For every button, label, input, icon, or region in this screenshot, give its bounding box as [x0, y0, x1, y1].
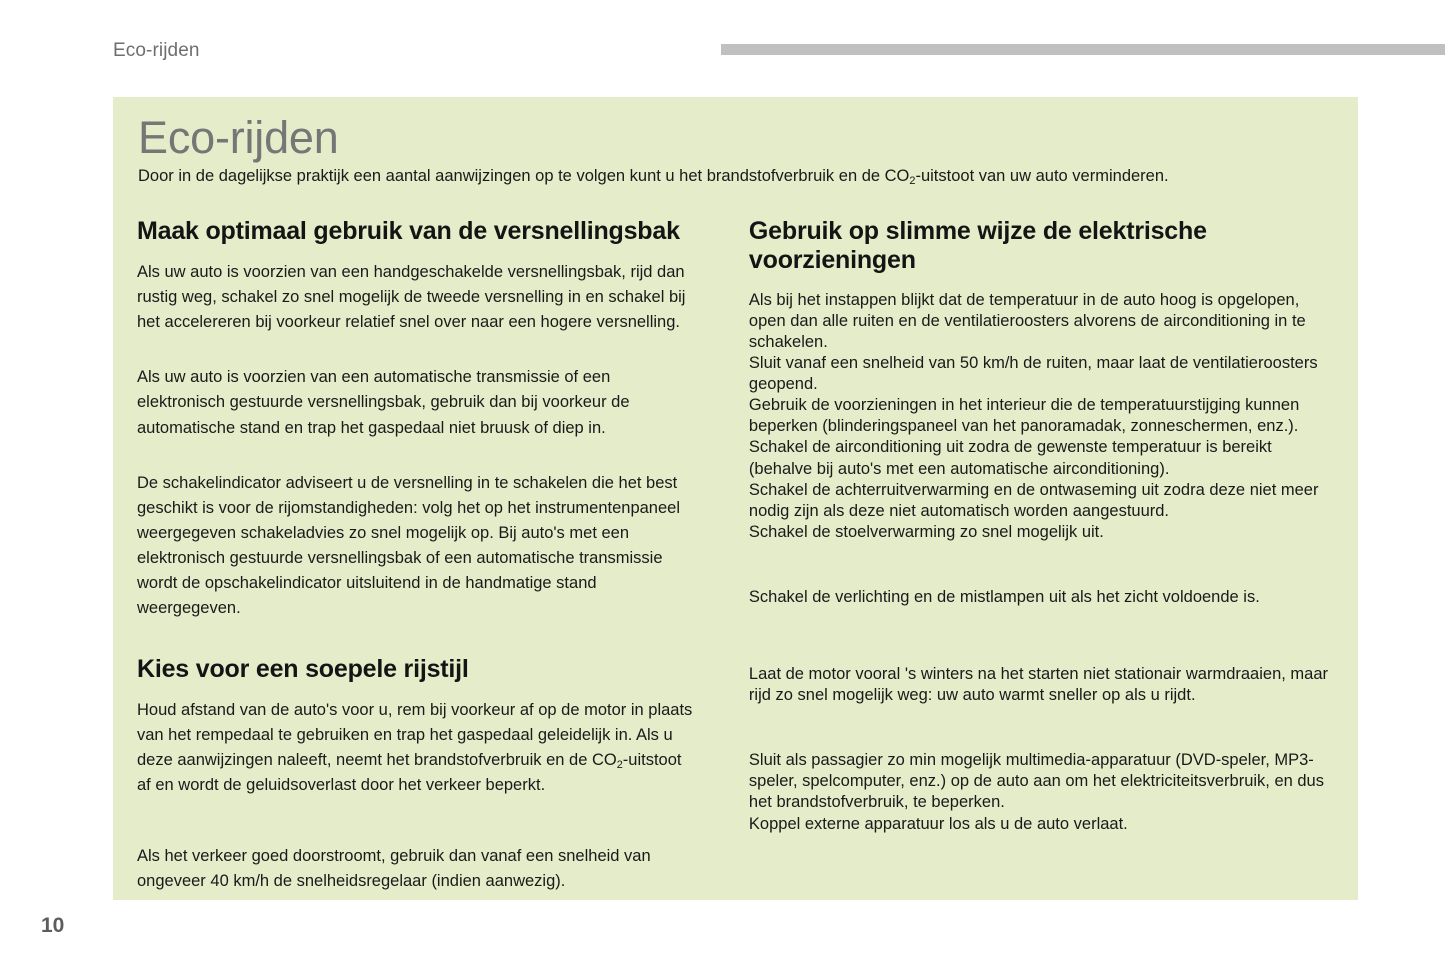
content-panel — [113, 97, 1358, 900]
page-header — [0, 0, 1445, 97]
right-paragraph-seat-heating: Schakel de stoelverwarming zo snel mogelijk uit. — [748, 522, 1104, 541]
left-paragraph-manual-gearbox: Als uw auto is voorzien van een handgeschakelde versnellingsbak, rijd dan rustig weg, schakel zo snel mogelijk de tweede versnelling in en schakel bij het accelereren bij voorkeur relatief snel over naar een hogere versnelling. — [137, 263, 686, 332]
page-number: 10 — [41, 914, 65, 937]
right-paragraph-switch-off-ac: Schakel de airconditioning uit zodra de gewenste temperatuur is bereikt (behalve bij auto's met een automatische airconditioning). — [748, 438, 1272, 478]
left-section-heading-smooth-driving: Kies voor een soepele rijstijl — [137, 655, 469, 684]
left-paragraph-keep-distance — [137, 698, 698, 798]
right-column-spacer-3 — [749, 706, 1332, 750]
right-column-spacer-1 — [749, 543, 1332, 587]
right-column-spacer-2 — [749, 608, 1332, 664]
co2-subscript: 2 — [909, 175, 916, 188]
right-column — [749, 217, 1332, 914]
right-paragraph-disconnect-devices: Koppel externe apparatuur los als u de auto verlaat. — [748, 814, 1128, 833]
right-paragraph-interior-features: Gebruik de voorzieningen in het interieur die de temperatuurstijging kunnen beperken (blinderingspaneel van het panoramadak, zonneschermen, enz.). — [748, 396, 1300, 436]
left-para4-text-part-2: -uitstoot af en wordt de geluidsoverlast door het verkeer beperkt. — [137, 750, 682, 794]
running-header-title: Eco-rijden — [113, 40, 200, 61]
left-paragraph-shift-indicator: De schakelindicator adviseert u de versnelling in te schakelen die het best geschikt is voor de rijomstandigheden: volg het op het instrumentenpaneel weergegeven schakeladvies zo snel mogelijk op. Bij auto's met een elektronisch gestuurde versnellingsbak of een automatische transmissie wordt de opschakelindicator uitsluitend in de handmatige stand weergegeven. — [137, 473, 681, 617]
right-paragraph-engine-warmup: Laat de motor vooral 's winters na het starten niet stationair warmdraaien, maar rijd zo snel mogelijk weg: uw auto warmt sneller op als u rijdt. — [748, 665, 1329, 705]
right-paragraph-close-windows: Sluit vanaf een snelheid van 50 km/h de ruiten, maar laat de ventilatieroosters geopend. — [748, 353, 1318, 394]
right-paragraph-hot-cabin: Als bij het instappen blijkt dat de temperatuur in de auto hoog is opgelopen, open dan alle ruiten en de ventilatieroosters alvorens de airconditioning in te schakelen. — [748, 290, 1306, 351]
column-gutter — [720, 217, 749, 914]
left-paragraph-cruise-control: Als het verkeer goed doorstroomt, gebruik dan vanaf een snelheid van ongeveer 40 km/h de snelheidsregelaar (indien aanwezig). — [137, 846, 651, 890]
right-paragraph-rear-demist: Schakel de achterruitverwarming en de ontwaseming uit zodra deze niet meer nodig zijn als deze niet automatisch worden aangestuurd. — [748, 480, 1319, 520]
two-column-body — [137, 217, 1332, 914]
left-column — [137, 217, 720, 914]
left-para4-text-part-1: Houd afstand van de auto's voor u, rem bij voorkeur af op de motor in plaats van het rempedaal te gebruiken en trap het gaspedaal geleidelijk in. Als u deze aanwijzingen naleeft, neemt het brandstofverbruik en de CO — [137, 700, 693, 769]
right-section-heading-electrical: Gebruik op slimme wijze de elektrische voorzieningen — [748, 216, 1207, 275]
subtitle-text-part-1: Door in de dagelijkse praktijk een aantal aanwijzingen op te volgen kunt u het brandstofverbruik en de CO — [138, 167, 910, 185]
left-column-spacer — [137, 818, 698, 844]
co2-subscript: 2 — [616, 758, 623, 771]
page-subtitle — [138, 166, 1332, 187]
page-title: Eco-rijden — [138, 112, 339, 163]
subtitle-text-part-2: -uitstoot van uw auto verminderen. — [915, 167, 1169, 185]
left-section-heading-gearbox: Maak optimaal gebruik van de versnellingsbak — [137, 216, 680, 245]
right-paragraph-lights-fog-lamps: Schakel de verlichting en de mistlampen uit als het zicht voldoende is. — [748, 587, 1260, 606]
right-paragraph-multimedia-devices: Sluit als passagier zo min mogelijk multimedia-apparatuur (DVD-speler, MP3-speler, spelcomputer, enz.) op de auto aan om het elektriciteitsverbruik, en dus het brandstofverbruik, te beperken. — [748, 751, 1324, 812]
left-paragraph-automatic-transmission: Als uw auto is voorzien van een automatische transmissie of een elektronisch gestuurde versnellingsbak, gebruik dan bij voorkeur de automatische stand en trap het gaspedaal niet bruusk of diep in. — [137, 368, 630, 437]
header-rule — [721, 44, 1445, 55]
